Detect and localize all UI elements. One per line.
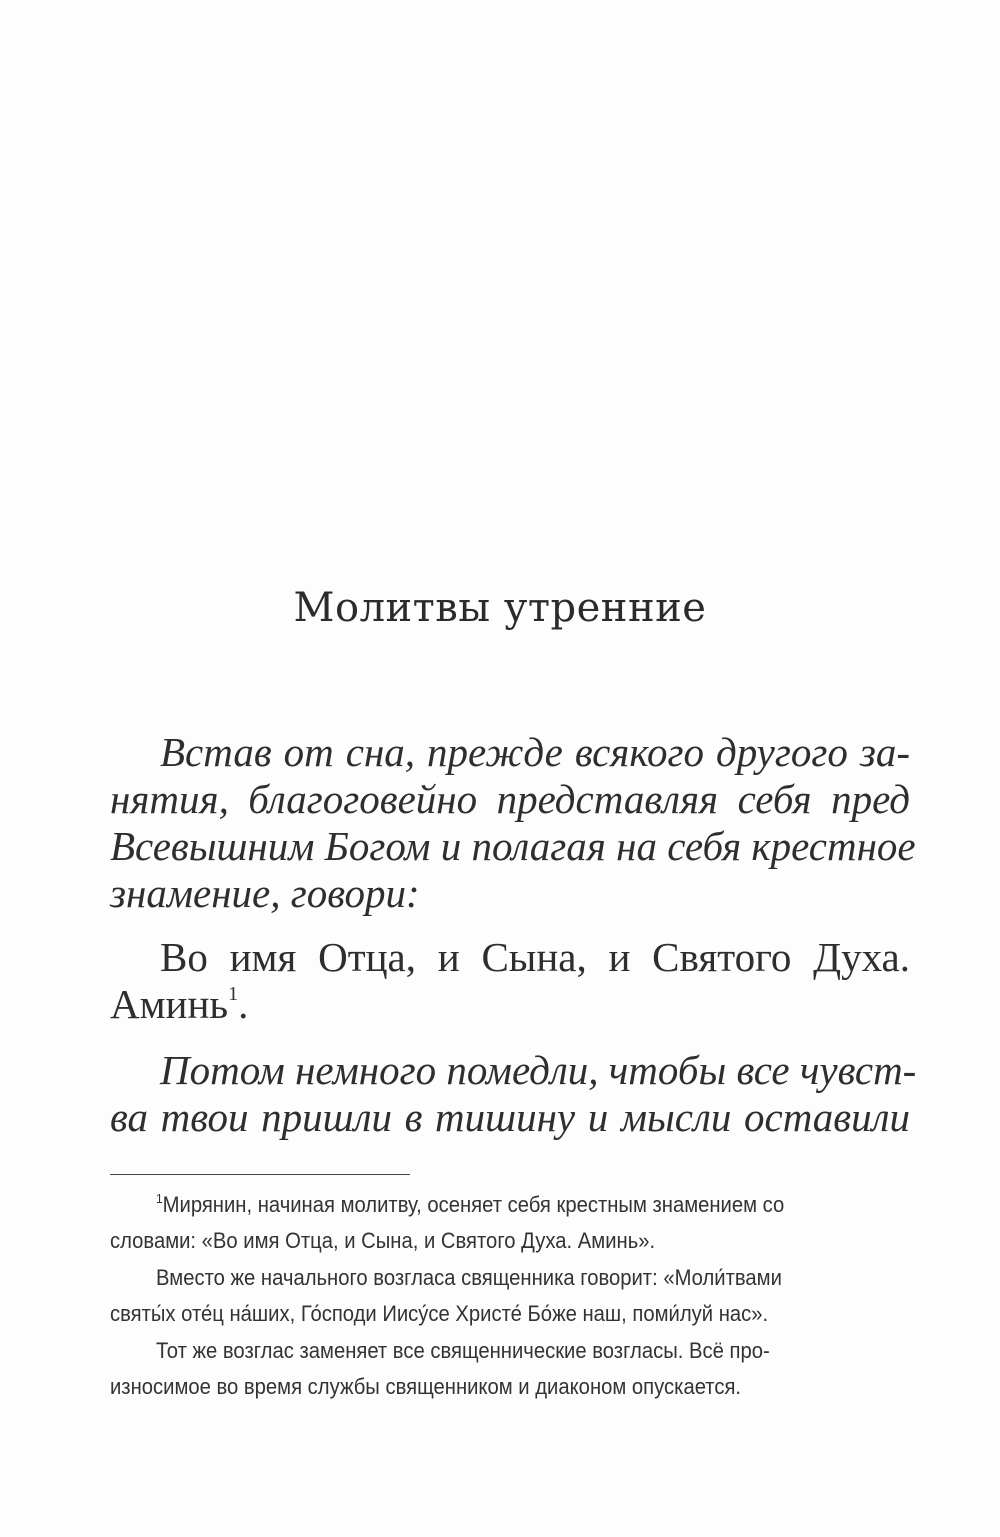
rubric-line: Потом немного помедли, чтобы все чувст- (160, 1047, 917, 1093)
footnote-line: Вместо же начального возгласа священника говорит: «Моли́твами (156, 1265, 782, 1290)
prayer-line-amen (110, 980, 910, 1028)
rubric-line: Встав от сна, прежде всякого другого за- (160, 729, 910, 775)
rubric-line: нятия, благоговейно представляя себя пред (110, 776, 910, 822)
rubric-line: ва твои пришли в тишину и мысли оставили (110, 1094, 910, 1140)
footnote-text: Мирянин, начиная молитву, осеняет себя крестным знамением со (162, 1192, 785, 1217)
footnote-mark: 1 (156, 1191, 163, 1206)
page-title: Молитвы утренние (293, 585, 707, 631)
footnote-line (110, 1192, 910, 1218)
prayer-line: Во имя Отца, и Сына, и Святого Духа. (160, 934, 910, 980)
footnote-line: святы́х оте́ц на́ших, Го́споди Иису́се Христе́ Бо́же наш, поми́луй нас». (110, 1301, 769, 1326)
footnote-reference: 1 (228, 983, 239, 1005)
rubric-line: знамение, говори: (110, 870, 420, 916)
footnote-separator (110, 1174, 410, 1175)
amen-period: . (238, 981, 249, 1027)
footnote-line: износимое во время службы священником и диаконом опускается. (110, 1374, 742, 1399)
rubric-line: Всевышним Богом и полагая на себя крестное (110, 823, 916, 869)
amen-text: Аминь (110, 981, 229, 1027)
footnote-line: словами: «Во имя Отца, и Сына, и Святого Духа. Аминь». (110, 1228, 656, 1253)
footnote-line: Тот же возглас заменяет все священнические возгласы. Всё про- (156, 1338, 770, 1363)
